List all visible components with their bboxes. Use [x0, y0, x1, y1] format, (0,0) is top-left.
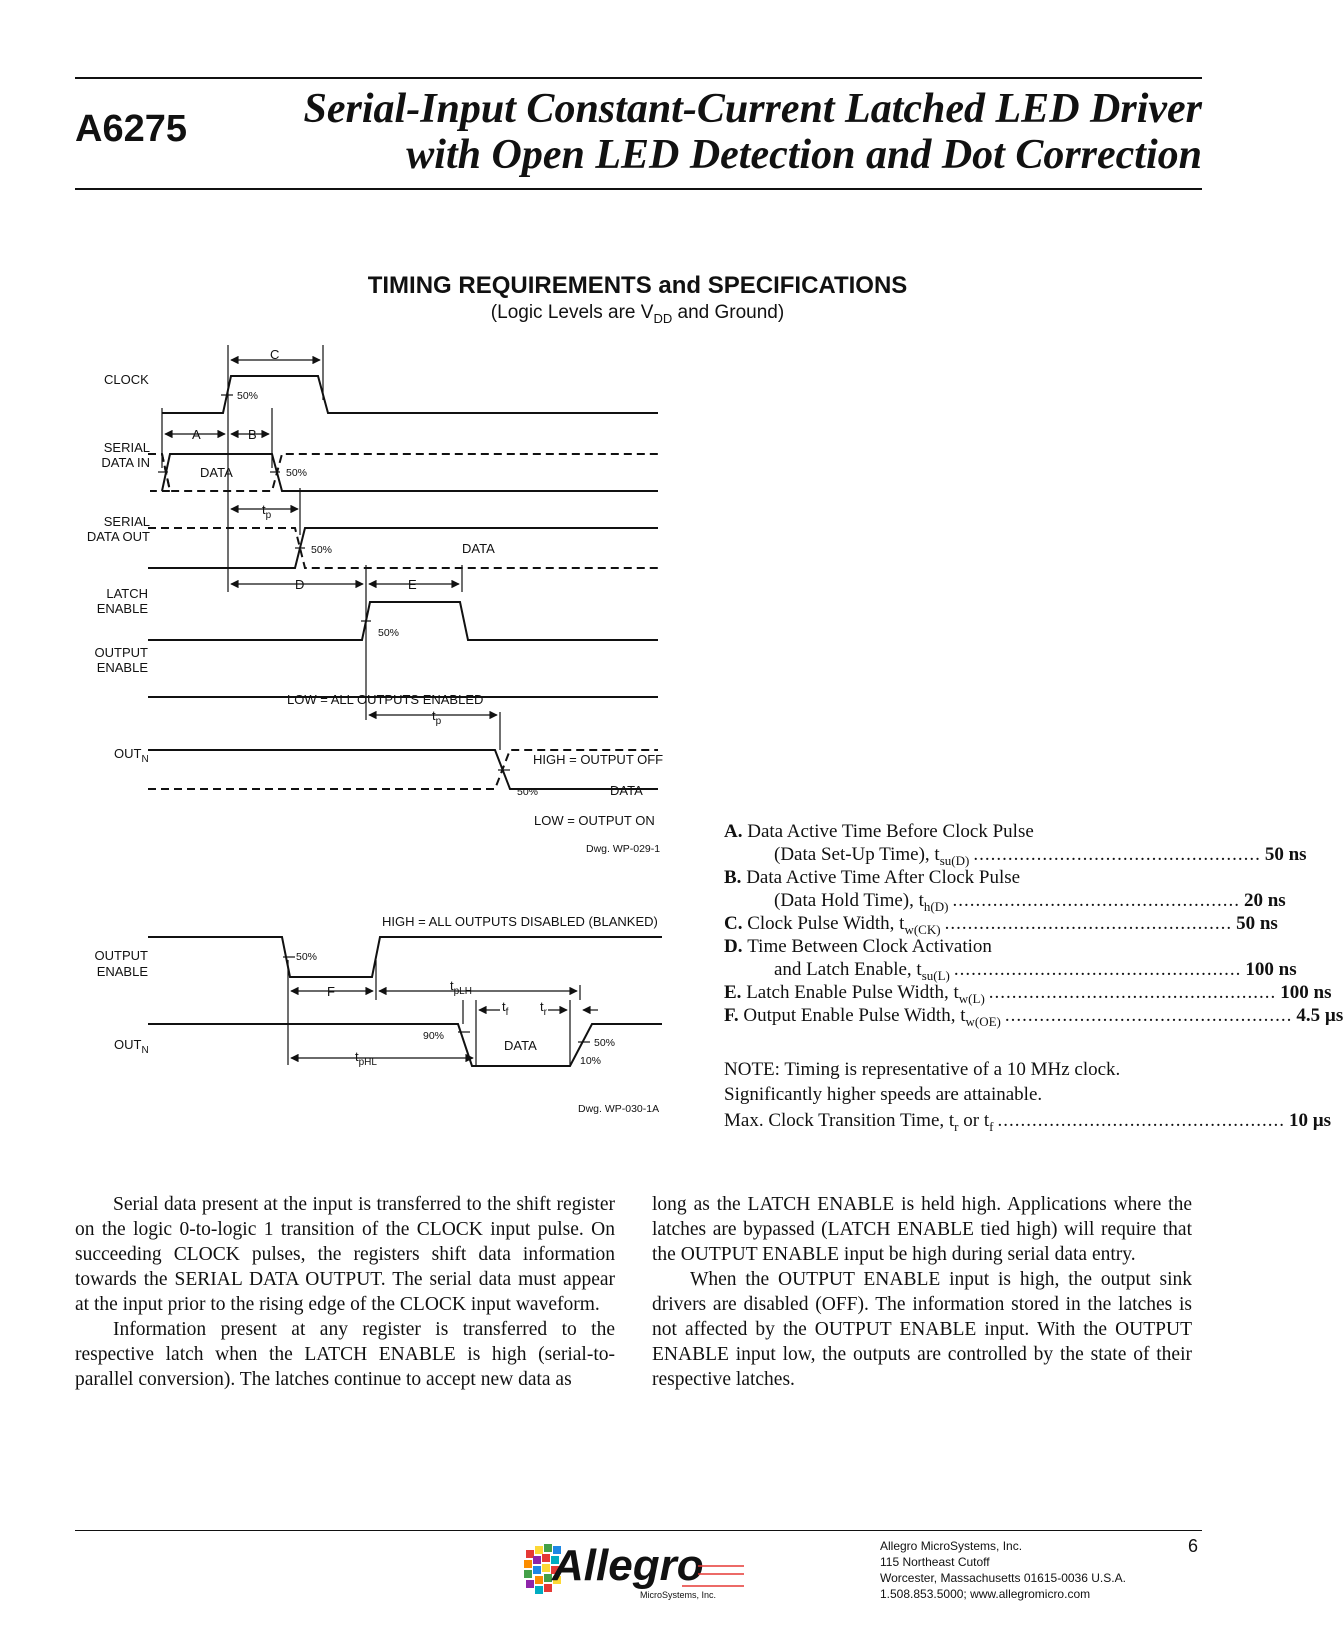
- document-title: [304, 86, 1202, 178]
- spec-e-row: E. Latch Enable Pulse Width, $t_{w(L)}$ .................................................. 100 ns: [724, 982, 1332, 1006]
- pct50-clock: 50%: [237, 390, 259, 402]
- spec-f-row: F. Output Enable Pulse Width, $t_{w(OE)}$ .................................................. 4.5 µs: [724, 1005, 1343, 1029]
- dim-label-tplh: $t_{pLH}$: [450, 978, 472, 997]
- label-out-n: $OUT_N$: [114, 746, 149, 765]
- label-high-output-off: HIGH = OUTPUT OFF: [533, 752, 664, 767]
- pct50-serial-out: 50%: [311, 544, 333, 556]
- title-line-1: Serial-Input Constant-Current Latched LED Driver: [303, 86, 1202, 132]
- serial-out-fall: [148, 528, 658, 568]
- title-line-2: with Open LED Detection and Dot Correction: [406, 132, 1202, 178]
- max-clock-transition: Max. Clock Transition Time, $t_r$ or $t_f$ .................................................. 10 µs: [724, 1110, 1332, 1134]
- body-paragraph-4: When the OUTPUT ENABLE input is high, the output sink drivers are disabled (OFF). The information stored in the latches is not affected by the OUTPUT ENABLE input. With the OUTPUT ENABLE input low, the outputs are controlled by the state of their respective latches.: [652, 1269, 1192, 1390]
- timing-spec-list: [724, 820, 1343, 1029]
- body-column-left: [75, 1192, 615, 1392]
- label-serial-in-1: SERIAL: [103, 440, 150, 455]
- label-high-disabled: HIGH = ALL OUTPUTS DISABLED (BLANKED): [382, 914, 658, 929]
- dwg-label-1: Dwg. WP-029-1: [586, 843, 661, 855]
- spec-b-title: B. Data Active Time After Clock Pulse: [724, 867, 1021, 888]
- logo-subtext: MicroSystems, Inc.: [640, 1590, 717, 1600]
- data-label-d2: DATA: [504, 1038, 537, 1053]
- serial-in-dashed: [162, 454, 658, 491]
- oe-waveform: [148, 937, 662, 977]
- spec-a-title: A. Data Active Time Before Clock Pulse: [724, 821, 1034, 842]
- serial-out-rise: [148, 528, 658, 568]
- logo-wordmark: Allegro: [552, 1541, 704, 1590]
- dim-label-tp-2: $t_p$: [432, 708, 442, 727]
- footer-rule: [75, 1530, 1202, 1531]
- dim-label-tf: $t_f$: [502, 999, 509, 1018]
- label-serial-in-2: DATA IN: [101, 455, 150, 470]
- pct50-latch: 50%: [378, 627, 400, 639]
- dim-label-e: E: [408, 577, 417, 592]
- label-oe-1-d2: OUTPUT: [94, 948, 148, 963]
- pct10-d2: 10%: [580, 1055, 602, 1067]
- label-serial-out-2: DATA OUT: [86, 529, 150, 544]
- body-column-right: [652, 1192, 1192, 1392]
- spec-d-title: D. Time Between Clock Activation: [724, 936, 992, 957]
- dim-label-tp-1: $t_p$: [262, 502, 272, 521]
- dim-label-d: D: [295, 577, 305, 592]
- pct50-oe-d2: 50%: [296, 951, 318, 963]
- label-clock: CLOCK: [104, 372, 149, 387]
- timing-diagram-1: [0, 340, 680, 860]
- spec-a-value-row: (Data Set-Up Time), $t_{su(D)}$ .................................................. 50 ns: [774, 844, 1307, 868]
- label-oe-2-d2: ENABLE: [96, 964, 148, 979]
- dim-label-a: A: [192, 427, 201, 442]
- label-out-n-d2: $OUT_N$: [114, 1037, 149, 1056]
- body-paragraph-3: long as the LATCH ENABLE is held high. Applications where the latches are bypassed (LATCH ENABLE tied high) will require that the OUTPUT ENABLE input be high during serial data entry.: [652, 1194, 1192, 1265]
- pct50-outn: 50%: [517, 786, 539, 798]
- dwg-label-2: Dwg. WP-030-1A: [578, 1103, 660, 1115]
- section-title: TIMING REQUIREMENTS and SPECIFICATIONS: [367, 272, 908, 299]
- pct90-d2: 90%: [423, 1030, 445, 1042]
- dim-label-b: B: [248, 427, 257, 442]
- pct50-serial-in: 50%: [286, 467, 308, 479]
- data-label-in: DATA: [200, 465, 233, 480]
- dim-label-c: C: [270, 347, 280, 362]
- data-label-out: DATA: [462, 541, 495, 556]
- label-oe-1: OUTPUT: [94, 645, 148, 660]
- label-low-output-on: LOW = OUTPUT ON: [534, 813, 655, 828]
- label-serial-out-1: SERIAL: [103, 514, 150, 529]
- body-paragraph-2: Information present at any register is transferred to the respective latch when the LATCH ENABLE is high (serial-to-parallel conversion). The latches continue to accept new data as: [75, 1319, 615, 1390]
- pct50-outn-d2: 50%: [594, 1037, 616, 1049]
- dim-label-tr: $t_r$: [540, 999, 547, 1018]
- timing-note: NOTE: Timing is representative of a 10 MHz clock. Significantly higher speeds are attainable.: [724, 1059, 1121, 1105]
- section-subtitle: (Logic Levels are $V_{DD}$ and Ground): [490, 302, 785, 326]
- spec-c-row: C. Clock Pulse Width, $t_{w(CK)}$ .................................................. 50 ns: [724, 913, 1278, 937]
- label-low-all-enabled: LOW = ALL OUTPUTS ENABLED: [287, 692, 484, 707]
- allegro-logo: [522, 1536, 762, 1608]
- dim-label-tphl: $t_{pHL}$: [355, 1049, 377, 1068]
- header-bottom-rule: [75, 188, 1202, 190]
- label-oe-2: ENABLE: [96, 660, 148, 675]
- body-paragraph-1: Serial data present at the input is transferred to the shift register on the logic 0-to-logic 1 transition of the CLOCK input pulse. On succeeding CLOCK pulses, the registers shift data information towards the SERIAL DATA OUTPUT. The serial data must appear at the input prior to the rising edge of the CLOCK input waveform.: [75, 1194, 615, 1315]
- spec-d-value-row: and Latch Enable, $t_{su(L)}$ .................................................. 100 ns: [774, 959, 1297, 983]
- serial-in-low: [162, 454, 658, 491]
- part-number: A6275: [75, 108, 187, 150]
- latch-enable-waveform: [148, 602, 658, 640]
- label-latch-1: LATCH: [106, 586, 148, 601]
- dim-label-f: F: [327, 984, 335, 999]
- data-label-outn: DATA: [610, 783, 643, 798]
- timing-diagram-2: [0, 900, 680, 1120]
- footer-address: Allegro MicroSystems, Inc. 115 Northeast Cutoff Worcester, Massachusetts 01615-0036 U.S.A. 1.508.853.5000; www.allegromicro.com: [880, 1539, 1126, 1601]
- label-latch-2: ENABLE: [96, 601, 148, 616]
- page-number: 6: [1188, 1536, 1199, 1556]
- header-top-rule: [75, 77, 1202, 79]
- spec-b-value-row: (Data Hold Time), $t_{h(D)}$ .................................................. 20 ns: [774, 890, 1286, 914]
